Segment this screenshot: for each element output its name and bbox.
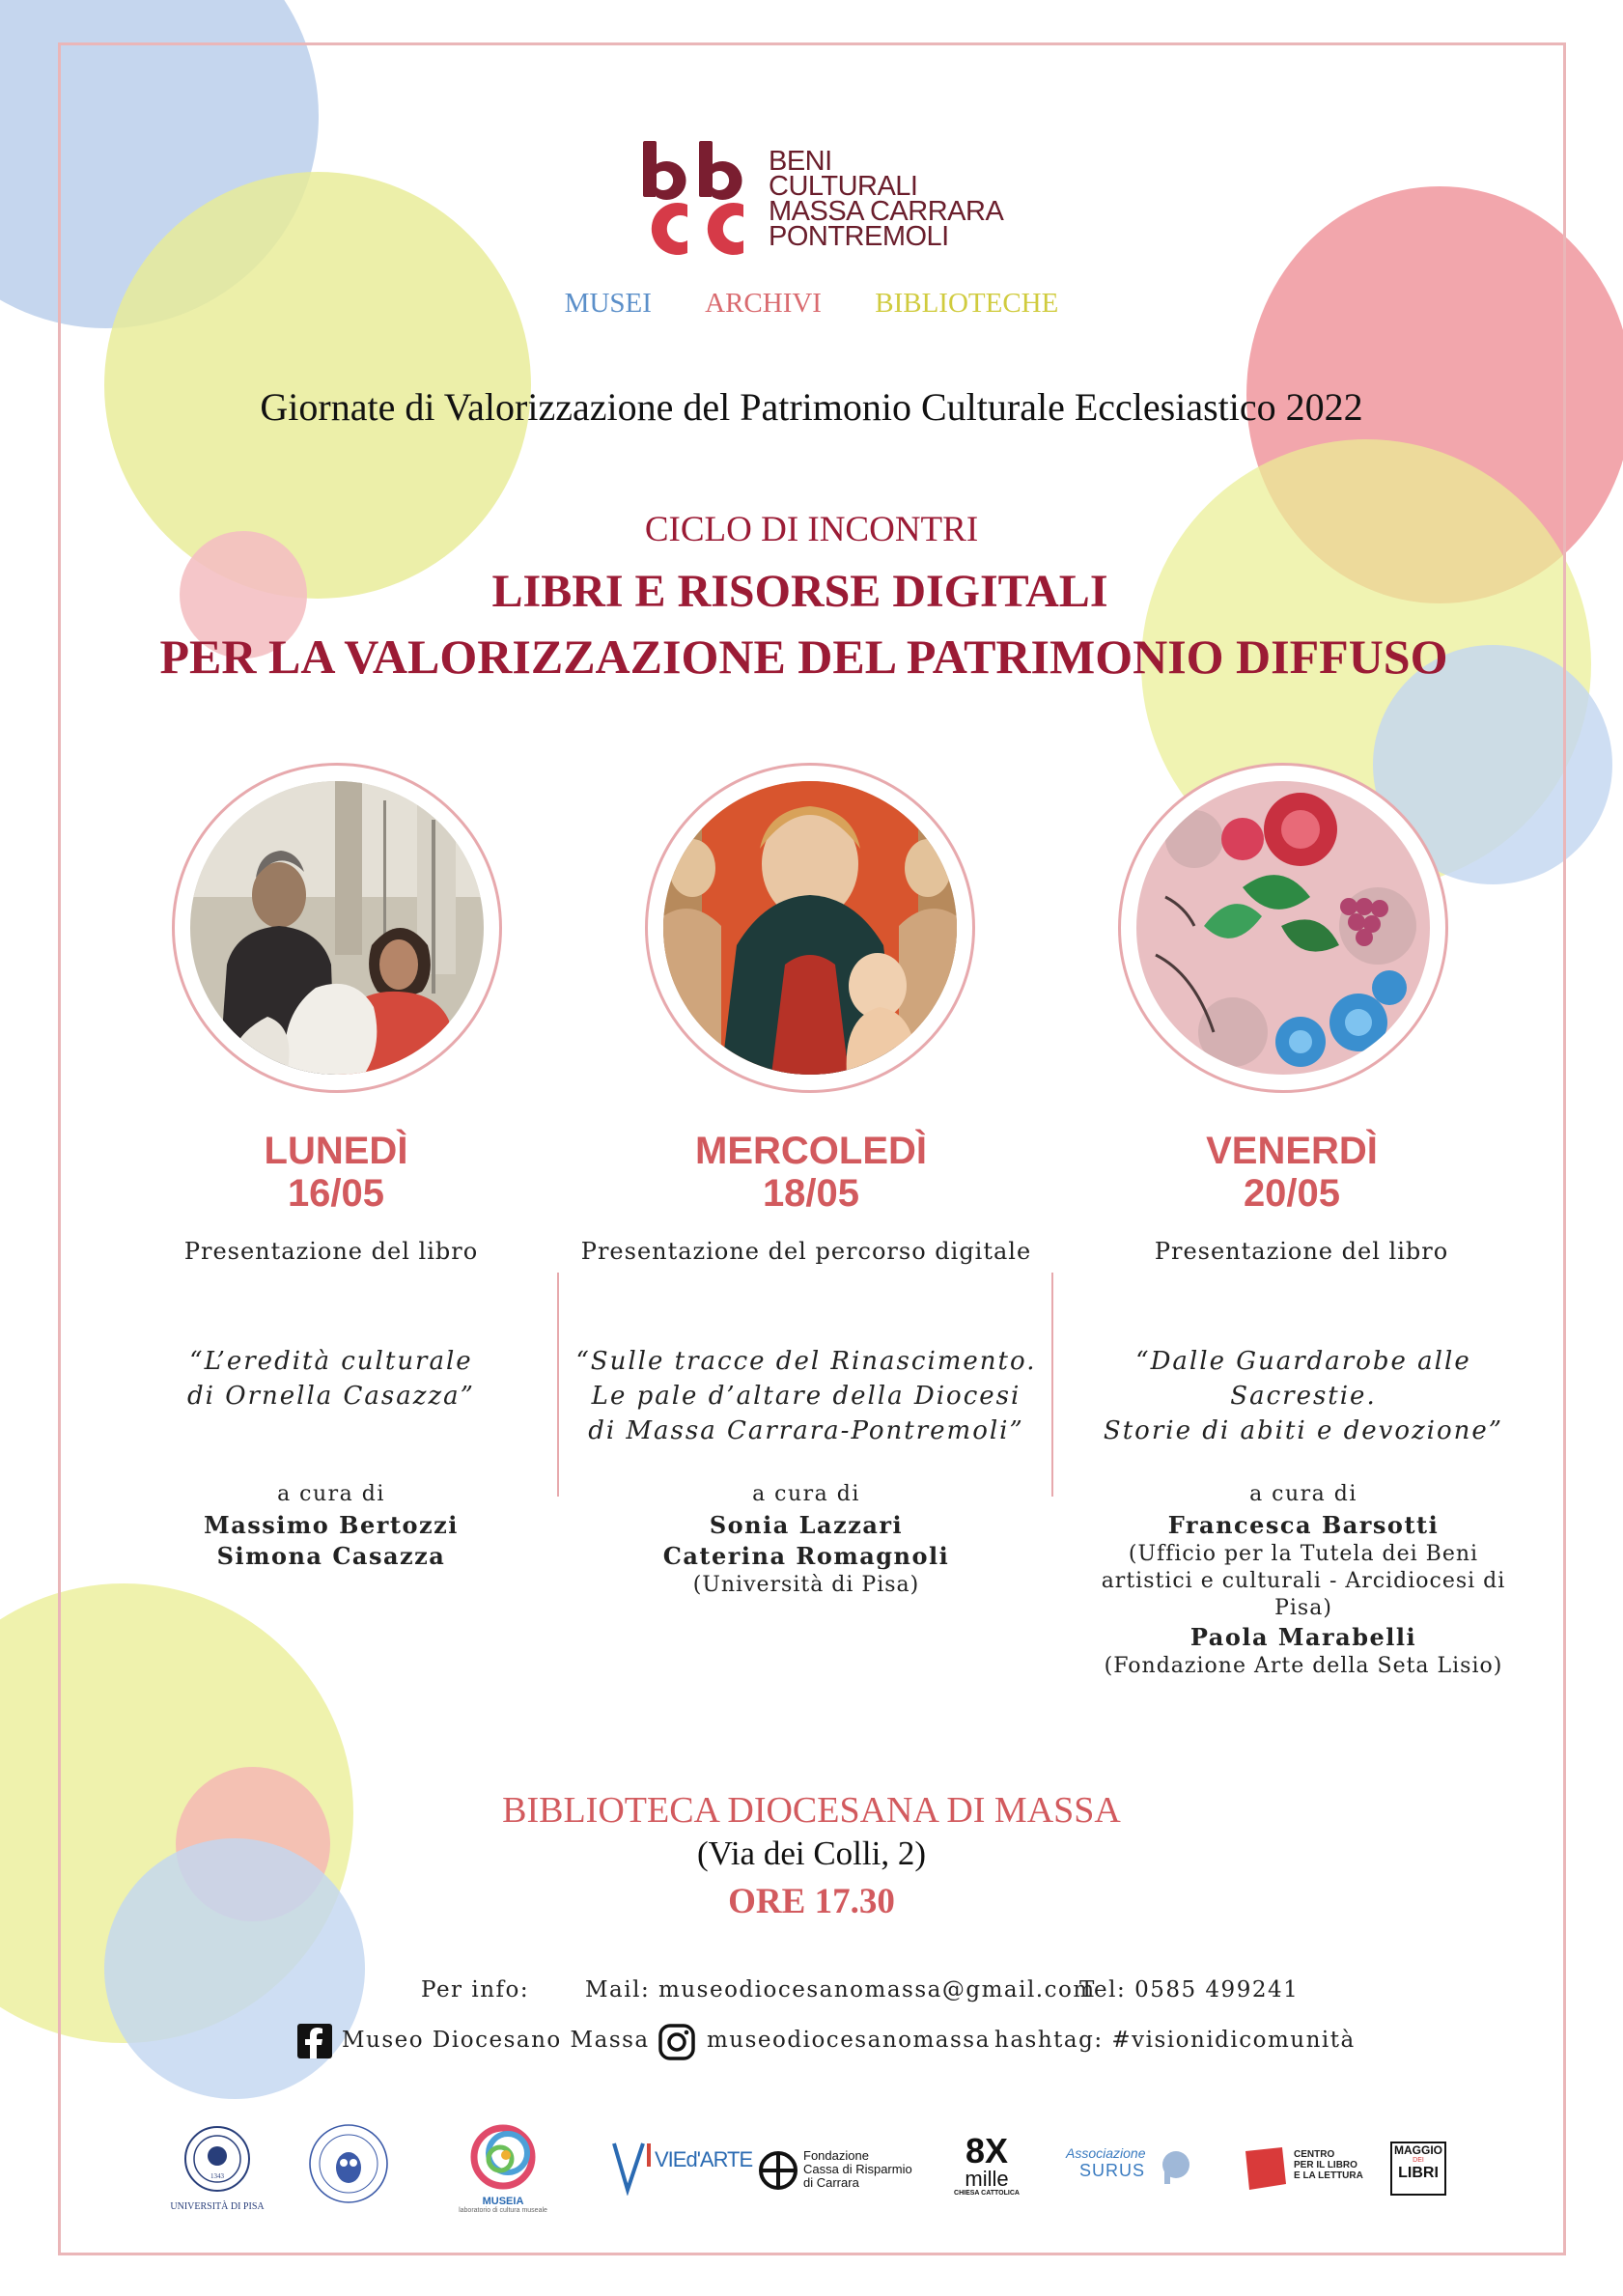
otto-mille-number: 8X: [965, 2131, 1009, 2170]
unipi-label: UNIVERSITÀ DI PISA: [170, 2201, 265, 2212]
instagram-icon[interactable]: [658, 2024, 695, 2060]
quote-line: di Massa Carrara-Pontremoli”: [588, 1416, 1024, 1445]
session-3-curators: [1043, 1479, 1564, 1680]
surus-line: Associazione: [1066, 2145, 1146, 2161]
madonna-painting-icon: [663, 781, 957, 1075]
session-1-quote: [90, 1344, 573, 1414]
curator-name: Francesca Barsotti: [1167, 1511, 1440, 1539]
partner-dipartimento-civilta: [307, 2122, 390, 2205]
session-1-type: Presentazione del libro: [183, 1238, 479, 1265]
session-1-curators: [80, 1479, 582, 1572]
partner-8xmille: [952, 2131, 1021, 2211]
cepell-line: E LA LETTURA: [1294, 2170, 1363, 2181]
session-1-date: 16/05: [287, 1172, 385, 1215]
curator-name: Massimo Bertozzi: [204, 1511, 459, 1539]
logo-line: PONTREMOLI: [769, 221, 949, 252]
session-photo-3: [1118, 763, 1448, 1093]
partner-maggio-dei-libri: [1390, 2142, 1446, 2196]
vie-darte-label: VIEd'ARTE: [655, 2147, 753, 2171]
event-title-line2: PER LA VALORIZZAZIONE DEL PATRIMONIO DIFFUSO: [159, 630, 1448, 684]
logo-line: BENI: [769, 146, 832, 177]
category-links: [0, 288, 1623, 320]
otto-mille-sub: CHIESA CATTOLICA: [954, 2190, 1020, 2197]
curated-by-label: a cura di: [752, 1482, 860, 1506]
partner-fondazione-carrara: [757, 2149, 921, 2196]
session-3-day: VENERDÌ: [1206, 1130, 1378, 1172]
event-title-line1: LIBRI E RISORSE DIGITALI: [491, 566, 1108, 617]
cepell-book-icon: [1244, 2145, 1288, 2192]
quote-line: “L’eredità culturale: [189, 1347, 473, 1376]
fondazione-line: Cassa di Risparmio: [803, 2162, 912, 2176]
facebook-handle[interactable]: Museo Diocesano Massa: [342, 2028, 650, 2053]
venue-name: BIBLIOTECA DIOCESANA DI MASSA: [502, 1790, 1121, 1831]
session-3-type: Presentazione del libro: [1154, 1238, 1449, 1265]
embroidered-fabric-icon: [1136, 781, 1430, 1075]
event-subtitle: Giornate di Valorizzazione del Patrimonio Culturale Ecclesiastico 2022: [260, 385, 1363, 429]
surus-elephant-icon: [1159, 2147, 1191, 2186]
session-photo-2: [645, 763, 975, 1093]
column-divider-2: [1051, 1273, 1053, 1497]
facebook-icon[interactable]: [297, 2024, 332, 2058]
maggio-line: MAGGIO: [1394, 2143, 1442, 2157]
category-musei: MUSEI: [564, 288, 652, 319]
museia-label: MUSEIA: [482, 2196, 524, 2207]
curator-affiliation: (Fondazione Arte della Seta Lisio): [1104, 1654, 1503, 1678]
cepell-line: PER IL LIBRO: [1294, 2160, 1357, 2170]
curator-name: Simona Casazza: [216, 1542, 446, 1570]
logo-line: CULTURALI: [769, 171, 918, 202]
curated-by-label: a cura di: [1249, 1482, 1357, 1506]
session-2-day: MERCOLEDÌ: [695, 1130, 927, 1172]
column-divider-1: [557, 1273, 559, 1497]
session-2-date: 18/05: [762, 1172, 860, 1215]
session-2-type: Presentazione del percorso digitale: [580, 1238, 1032, 1265]
curator-name: Paola Marabelli: [1189, 1623, 1417, 1651]
maggio-line: DEI: [1413, 2157, 1424, 2164]
department-owl-seal-icon: [307, 2122, 390, 2205]
info-label: Per info:: [421, 1977, 530, 2002]
instagram-handle[interactable]: museodiocesanomassa: [707, 2028, 991, 2053]
fondazione-line: Fondazione: [803, 2148, 869, 2163]
category-archivi: ARCHIVI: [705, 288, 822, 319]
curator-affiliation: (Università di Pisa): [692, 1573, 920, 1597]
restorers-photo-icon: [190, 781, 484, 1075]
surus-line: SURUS: [1079, 2161, 1146, 2180]
svg-text:1343: 1343: [210, 2172, 224, 2180]
curated-by-label: a cura di: [277, 1482, 385, 1506]
cepell-line: CENTRO: [1294, 2149, 1335, 2160]
event-time: ORE 17.30: [728, 1882, 895, 1921]
partner-vie-darte: [610, 2138, 753, 2196]
quote-line: “Dalle Guardarobe alle Sacrestie.: [1135, 1347, 1471, 1411]
venue-address: (Via dei Colli, 2): [696, 1834, 927, 1872]
quote-line: di Ornella Casazza”: [187, 1382, 475, 1411]
svg-text:bbcc: bbcc: [639, 135, 642, 136]
quote-line: Le pale d’altare della Diocesi: [591, 1382, 1021, 1411]
museia-swirl-icon: [452, 2124, 554, 2192]
quote-line: “Sulle tracce del Rinascimento.: [575, 1347, 1037, 1376]
fondazione-wheel-icon: [757, 2149, 799, 2192]
museia-sublabel: laboratorio di cultura museale: [459, 2207, 547, 2214]
category-biblioteche: BIBLIOTECHE: [875, 288, 1059, 319]
logo-wordmark: [769, 146, 1004, 252]
session-2-quote: [565, 1344, 1048, 1448]
logo-line: MASSA CARRARA: [769, 196, 1004, 227]
session-1-day: LUNEDÌ: [264, 1130, 408, 1172]
quote-line: Storie di abiti e devozione”: [1103, 1416, 1504, 1445]
session-2-curators: [555, 1479, 1057, 1599]
otto-mille-word: mille: [965, 2167, 1009, 2191]
partner-universita-pisa: [164, 2124, 270, 2211]
bbcc-logo-mark: [639, 135, 765, 261]
session-photo-1: [172, 763, 502, 1093]
fondazione-line: di Carrara: [803, 2175, 859, 2190]
session-3-quote: [1062, 1344, 1545, 1448]
partner-cepell: [1244, 2145, 1369, 2194]
curator-name: Sonia Lazzari: [709, 1511, 904, 1539]
curator-name: Caterina Romagnoli: [662, 1542, 950, 1570]
curator-affiliation: (Ufficio per la Tutela dei Beni artistici e culturali - Arcidiocesi di Pisa): [1101, 1542, 1506, 1620]
contact-mail[interactable]: Mail: museodiocesanomassa@gmail.com: [585, 1977, 1096, 2002]
hashtag: hashtag: #visionidicomunità: [994, 2028, 1356, 2053]
session-3-date: 20/05: [1243, 1172, 1341, 1215]
partner-associazione-surus: [1066, 2145, 1191, 2198]
cycle-label: CICLO DI INCONTRI: [644, 510, 979, 549]
contact-tel[interactable]: Tel: 0585 499241: [1079, 1977, 1300, 2002]
university-seal-icon: [164, 2124, 270, 2198]
maggio-line: LIBRI: [1398, 2165, 1439, 2181]
partner-museia: [452, 2124, 554, 2214]
